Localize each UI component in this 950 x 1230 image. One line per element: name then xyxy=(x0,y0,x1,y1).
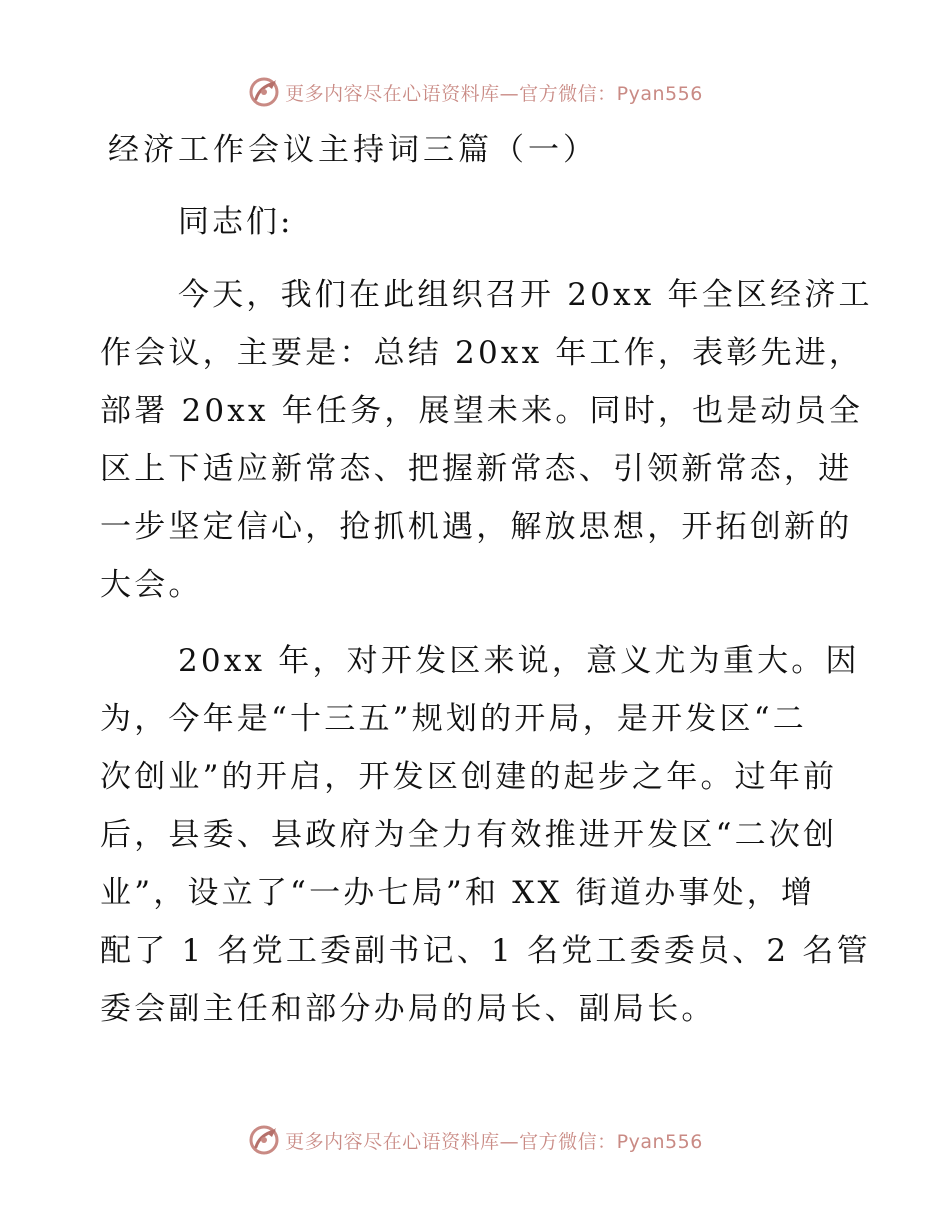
paragraph-line: 今天，我们在此组织召开 20xx 年全区经济工 xyxy=(178,277,873,313)
watermark-text: 更多内容尽在心语资料库—官方微信：Pyan556 xyxy=(285,1130,703,1153)
paragraph-line: 次创业”的开启，开发区创建的起步之年。过年前 xyxy=(100,759,838,795)
watermark-text: 更多内容尽在心语资料库—官方微信：Pyan556 xyxy=(285,82,703,105)
paragraph-line: 区上下适应新常态、把握新常态、引领新常态，进 xyxy=(100,451,853,487)
paragraph-line: 20xx 年，对开发区来说，意义尤为重大。因 xyxy=(178,643,860,679)
paragraph-line: 业”，设立了“一办七局”和 XX 街道办事处，增 xyxy=(100,875,816,911)
paragraph-line: 一步坚定信心，抢抓机遇，解放思想，开拓创新的 xyxy=(100,509,853,545)
paragraph-line: 配了 1 名党工委副书记、1 名党工委委员、2 名管 xyxy=(100,933,871,969)
paragraph-line: 作会议，主要是：总结 20xx 年工作，表彰先进， xyxy=(100,335,864,371)
paragraph-line: 为，今年是“十三五”规划的开局，是开发区“二 xyxy=(100,701,807,737)
watermark-banner-top xyxy=(0,72,950,112)
document-title: 经济工作会议主持词三篇（一） xyxy=(108,132,598,168)
pen-nib-swirl-logo-icon xyxy=(247,75,281,109)
paragraph-line: 委会副主任和部分办局的局长、副局长。 xyxy=(100,991,716,1027)
paragraph-line: 后，县委、县政府为全力有效推进开发区“二次创 xyxy=(100,817,838,853)
paragraph-1 xyxy=(100,266,873,614)
paragraph-line: 部署 20xx 年任务，展望未来。同时，也是动员全 xyxy=(100,393,864,429)
paragraph-2 xyxy=(100,632,871,1038)
paragraph-line: 大会。 xyxy=(100,567,203,603)
pen-nib-swirl-logo-icon xyxy=(247,1123,281,1157)
salutation: 同志们: xyxy=(178,204,294,240)
watermark-banner-bottom xyxy=(0,1120,950,1160)
